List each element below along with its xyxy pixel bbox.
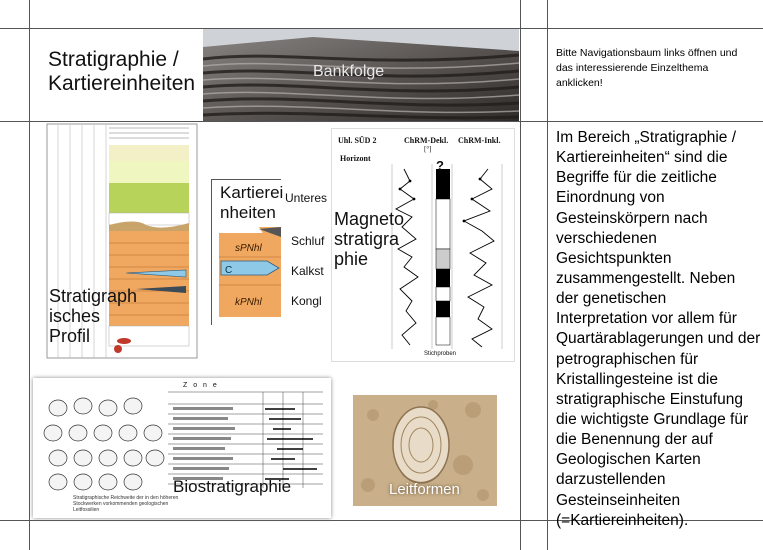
bio-header: Z o n e: [183, 382, 219, 389]
magneto-question: ?: [436, 158, 444, 173]
magneto-horizont: Horizont: [340, 154, 371, 163]
unit-label-c: C: [225, 265, 233, 276]
figure-frame-line: [211, 179, 212, 325]
figure-frame-line: [211, 179, 281, 180]
bio-caption: Stratigraphische Reichweite der in den höheren Stockwerken vorkommenden geologischen Leitfossilien: [73, 495, 179, 513]
tile-leitformen[interactable]: [353, 395, 497, 506]
tile-label-magneto: Magnetostratigraphie: [334, 209, 405, 270]
grid-line: [547, 0, 548, 550]
magneto-header-1: Uhl. SÜD 2: [338, 136, 377, 145]
kartier-row-schluf: Schluf: [291, 234, 325, 248]
tile-bankfolge[interactable]: [203, 29, 519, 121]
grid-line: [0, 121, 763, 122]
kartier-row-kalkst: Kalkst: [291, 264, 324, 278]
kartier-row-kongl: Kongl: [291, 294, 322, 308]
tile-label-leitformen: Leitformen: [389, 481, 460, 498]
tile-stratigraphisches-profil[interactable]: [46, 123, 200, 360]
magneto-header-2: ChRM-Dekl.: [404, 136, 449, 145]
grid-line: [29, 0, 30, 550]
unit-label-kpnhl: kPNhl: [235, 297, 262, 308]
magneto-unit: [°]: [424, 145, 432, 153]
tile-biostratigraphie[interactable]: [33, 378, 331, 518]
grid-line: [520, 0, 521, 550]
magneto-header-3: ChRM-Inkl.: [458, 136, 501, 145]
kartier-col-header: Unteres: [285, 191, 327, 205]
tile-label-biostratigraphie: Biostratigraphie: [173, 477, 292, 496]
magneto-footer: Stichproben: [424, 351, 457, 357]
tile-label-bankfolge: Bankfolge: [313, 63, 385, 80]
page-title: Stratigraphie / Kartiereinheiten: [48, 48, 196, 95]
unit-label-spnhl: sPNhl: [235, 243, 262, 254]
navigation-hint: Bitte Navigationsbaum links öffnen und das interessierende Einzelthema anklicken!: [556, 47, 738, 90]
tile-kartiereinheiten[interactable]: [207, 179, 327, 325]
tile-label-kartiereinheiten: Kartiereinheiten: [220, 183, 284, 222]
section-description: Im Bereich „Stratigraphie / Kartiereinheiten“ sind die Begriffe für die zeitliche Einordnung von Gesteinskörpern nach verschiedenen Gesichtspunkten zusammengestellt. Neben der genetischen Interpretation vor allem für Quartärablagerungen und der petrographischen für Kristallingesteine ist die stratigraphische Einstufung die wichtigste Grundlage für die Benennung der auf Geologischen Karten darzustellenden Gesteinseinheiten (=Kartiereinheiten).: [556, 129, 761, 529]
tile-label-profil: Stratigraphisches Profil: [49, 286, 138, 347]
tile-magnetostratigraphie[interactable]: [331, 128, 515, 362]
